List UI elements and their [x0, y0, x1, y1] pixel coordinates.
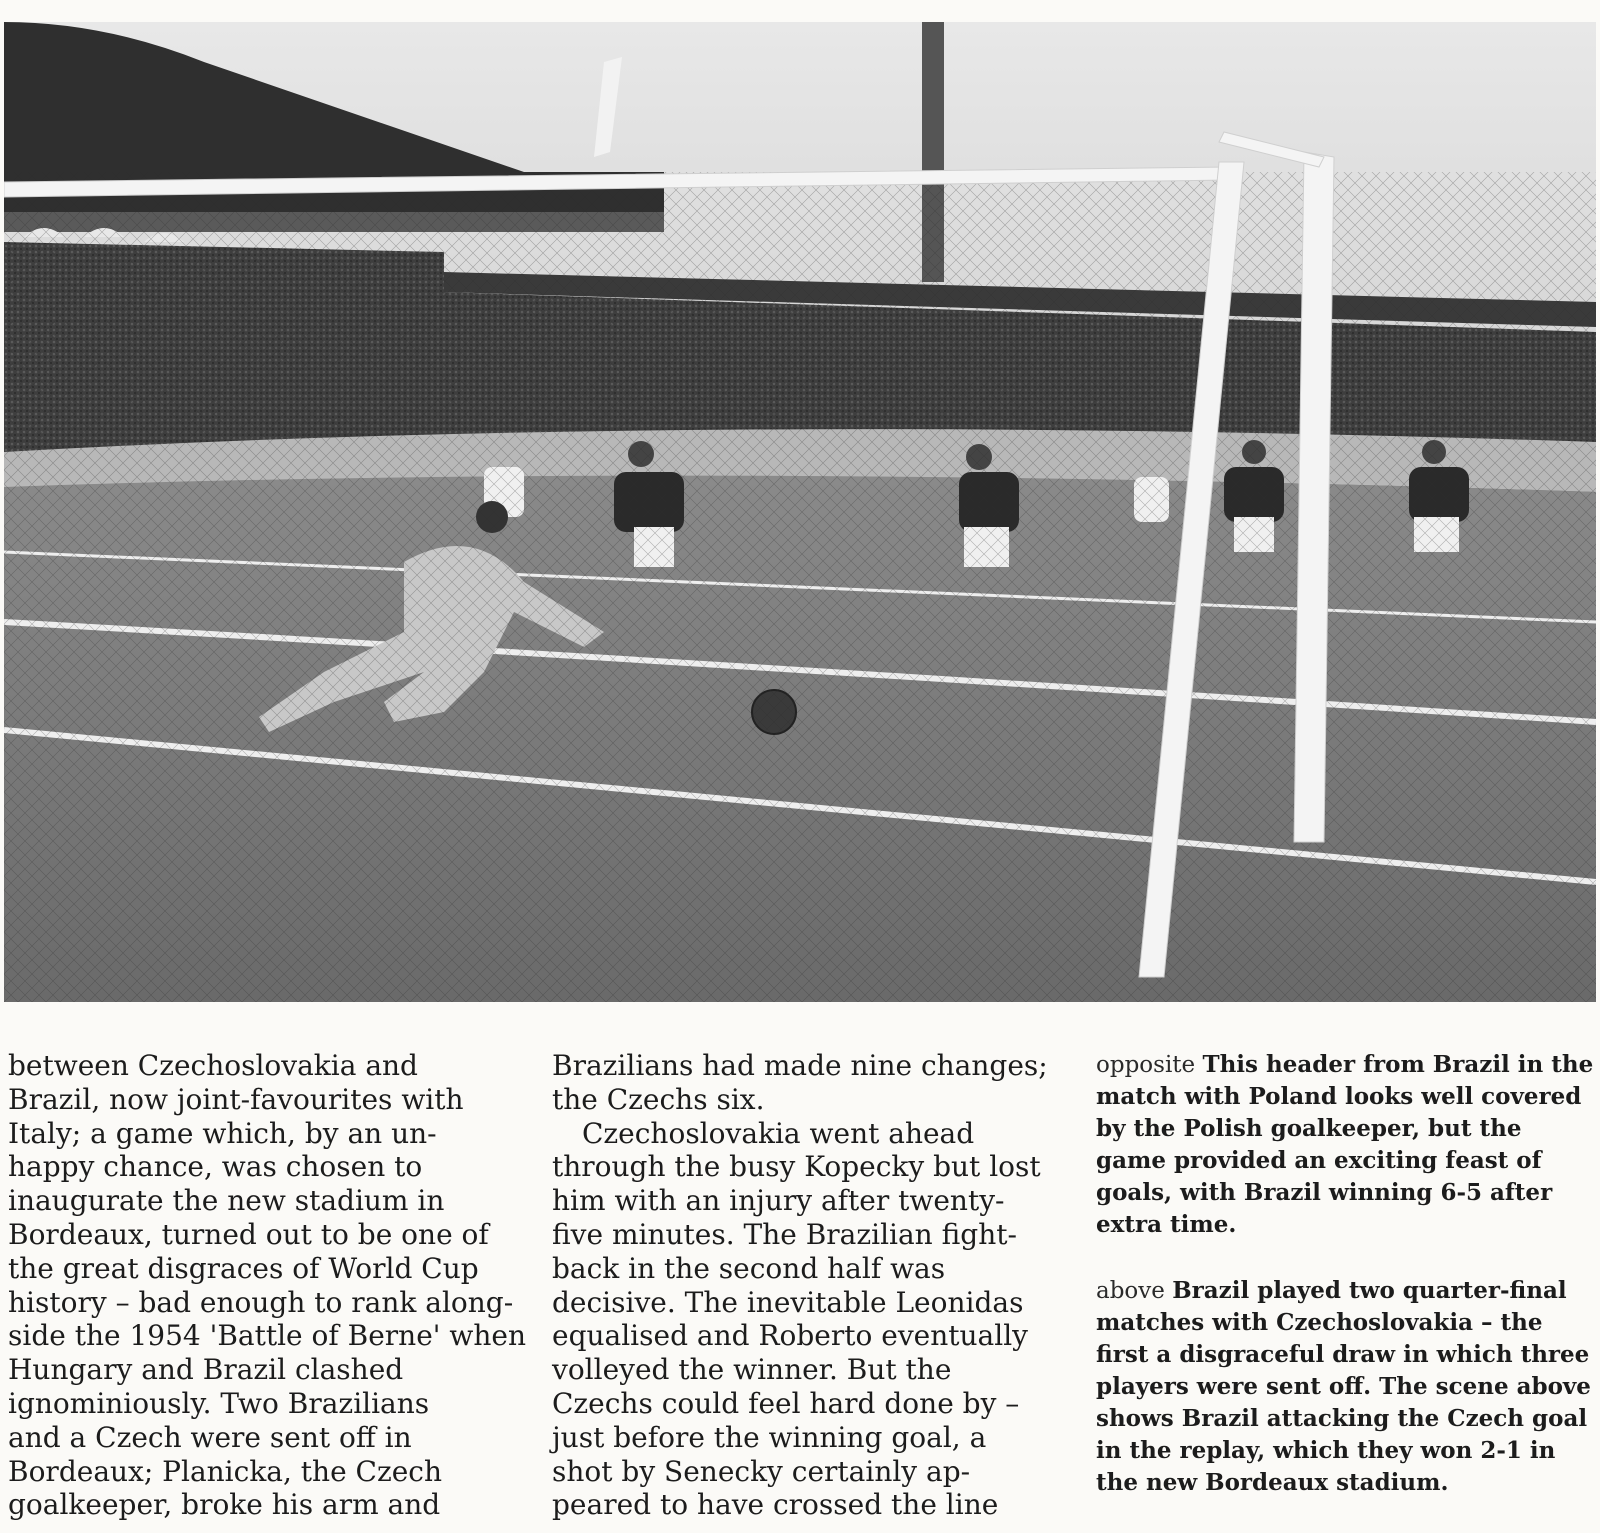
caption-label: above — [1096, 1278, 1165, 1304]
text-line: happy chance, was chosen to — [8, 1150, 423, 1184]
text-line: back in the second half was — [552, 1251, 946, 1285]
text-line: volleyed the winner. But the — [552, 1353, 952, 1387]
text-line: goalkeeper, broke his arm and — [8, 1488, 441, 1522]
caption-text: This header from Brazil in the match with Poland looks well covered by the Polish goalkeeper, but the game provided an exciting feast of goals, with Brazil winning 6-5 after extra time. — [1096, 1051, 1594, 1238]
text-line: just before the winning goal, a — [552, 1420, 987, 1454]
text-line: Brazil, now joint-favourites with — [8, 1082, 464, 1116]
text-line: inaugurate the new stadium in — [8, 1184, 445, 1218]
text-line: him with an injury after twenty- — [552, 1184, 1005, 1218]
text-line: equalised and Roberto eventually — [552, 1319, 1028, 1353]
body-text-column-1 — [8, 1049, 528, 1522]
text-line: history – bad enough to rank along- — [8, 1285, 514, 1319]
text-line: the great disgraces of World Cup — [8, 1251, 479, 1285]
text-line: shot by Senecky certainly ap- — [552, 1454, 971, 1488]
text-line: ignominiously. Two Brazilians — [8, 1386, 430, 1420]
text-line: and a Czech were sent off in — [8, 1420, 412, 1454]
goal-net — [4, 172, 1596, 1002]
text-line: between Czechoslovakia and — [8, 1049, 418, 1082]
text-line: Italy; a game which, by an un- — [8, 1116, 437, 1150]
text-line: five minutes. The Brazilian fight- — [552, 1217, 1017, 1251]
text-line: Czechs could feel hard done by – — [552, 1386, 1020, 1420]
caption-label: opposite — [1096, 1052, 1196, 1078]
text-line: Bordeaux, turned out to be one of — [8, 1217, 489, 1251]
captions-column — [1096, 1049, 1596, 1533]
text-line: Brazilians had made nine changes; — [552, 1049, 1048, 1082]
text-line: side the 1954 'Battle of Berne' when — [8, 1319, 526, 1353]
text-line: Hungary and Brazil clashed — [8, 1353, 404, 1387]
text-line: decisive. The inevitable Leonidas — [552, 1285, 1024, 1319]
match-photograph — [4, 22, 1596, 1002]
caption-opposite — [1096, 1049, 1596, 1241]
caption-above — [1096, 1275, 1596, 1499]
text-line: peared to have crossed the line — [552, 1488, 999, 1522]
body-text-column-2 — [552, 1049, 1072, 1522]
text-line: Czechoslovakia went ahead — [582, 1116, 975, 1150]
text-line: the Czechs six. — [552, 1082, 765, 1116]
text-line: through the busy Kopecky but lost — [552, 1150, 1041, 1184]
text-line: Bordeaux; Planicka, the Czech — [8, 1454, 442, 1488]
photo-illustration — [4, 22, 1596, 1002]
caption-text: Brazil played two quarter-final matches with Czechoslovakia – the first a disgraceful draw in which three players were sent off. The scene above shows Brazil attacking the Czech goal in the replay, which they won 2-1 in the new Bordeaux stadium. — [1096, 1277, 1591, 1496]
